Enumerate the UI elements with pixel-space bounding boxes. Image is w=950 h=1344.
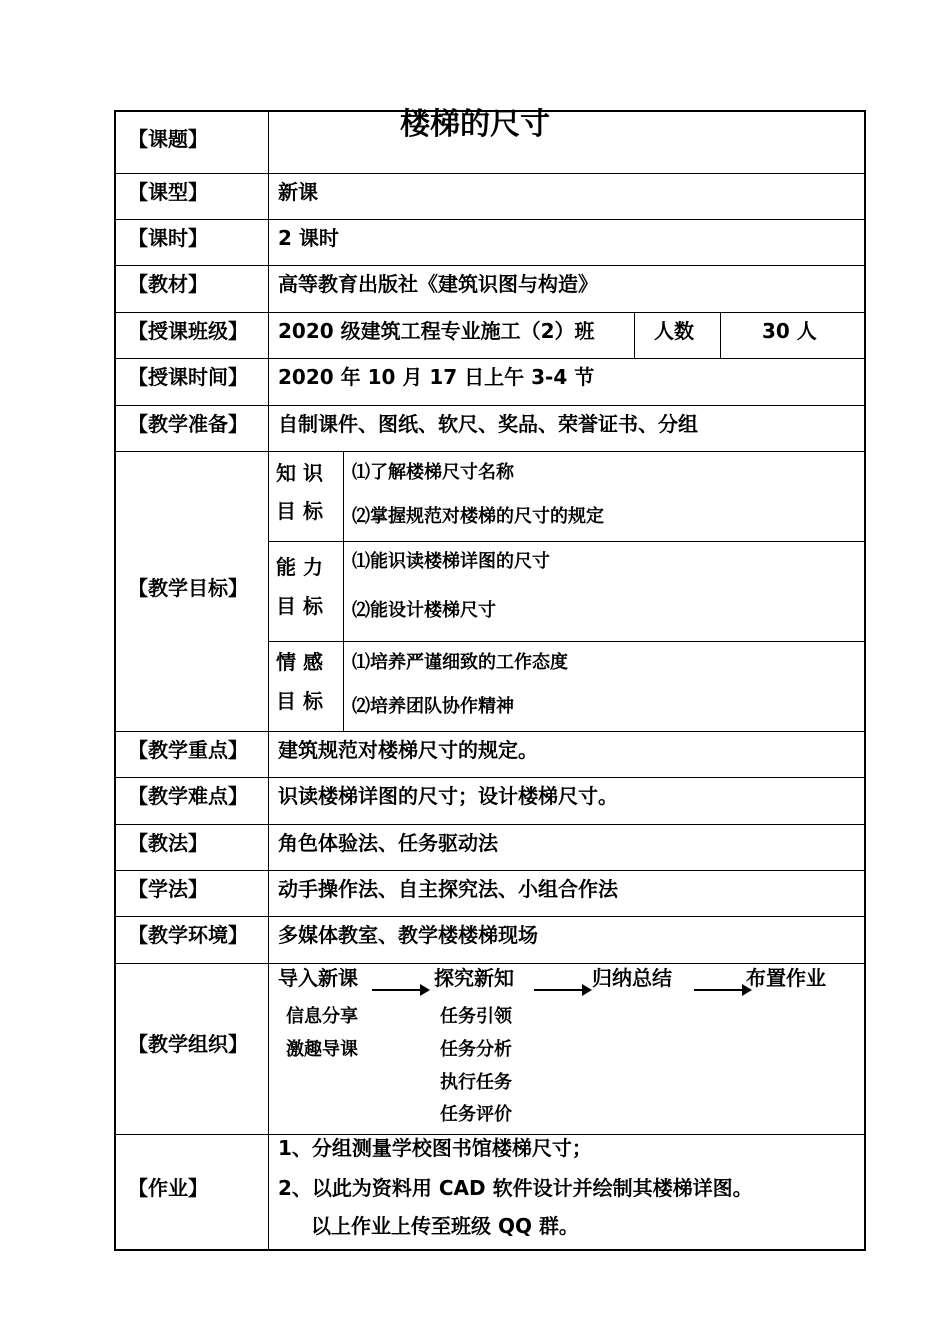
row-divider bbox=[116, 173, 866, 174]
label-class: 【授课班级】 bbox=[128, 319, 248, 343]
label-difficulty: 【教学难点】 bbox=[128, 784, 248, 808]
label-topic: 【课题】 bbox=[128, 127, 208, 151]
value-hours: 2 课时 bbox=[278, 226, 339, 250]
column-divider bbox=[268, 112, 269, 1251]
org-sub-item: 信息分享 bbox=[286, 1006, 358, 1027]
goal-emotion-label: 目 标 bbox=[276, 689, 323, 713]
label-org: 【教学组织】 bbox=[128, 1032, 248, 1056]
value-learning: 动手操作法、自主探究法、小组合作法 bbox=[278, 877, 618, 901]
count-divider bbox=[634, 312, 635, 358]
label-method: 【教法】 bbox=[128, 831, 208, 855]
goals-inner-divider bbox=[343, 451, 344, 731]
arrow-right-icon bbox=[372, 989, 428, 991]
goal-ability-label: 能 力 bbox=[276, 555, 323, 579]
value-count: 30 人 bbox=[762, 319, 817, 343]
value-env: 多媒体教室、教学楼楼梯现场 bbox=[278, 923, 538, 947]
goals-sub-divider bbox=[268, 541, 866, 542]
row-divider bbox=[116, 777, 866, 778]
value-prep: 自制课件、图纸、软尺、奖品、荣誉证书、分组 bbox=[278, 412, 698, 436]
goal-knowledge-item: ⑴了解楼梯尺寸名称 bbox=[352, 462, 514, 483]
label-count: 人数 bbox=[654, 319, 694, 343]
goal-knowledge-item: ⑵掌握规范对楼梯的尺寸的规定 bbox=[352, 506, 604, 527]
goals-sub-divider bbox=[268, 641, 866, 642]
value-type: 新课 bbox=[278, 180, 318, 204]
count-divider bbox=[720, 312, 721, 358]
label-key: 【教学重点】 bbox=[128, 738, 248, 762]
label-env: 【教学环境】 bbox=[128, 923, 248, 947]
row-divider bbox=[116, 1134, 866, 1135]
row-divider bbox=[116, 312, 866, 313]
row-divider bbox=[116, 265, 866, 266]
goal-ability-item: ⑵能设计楼梯尺寸 bbox=[352, 600, 496, 621]
goal-ability-item: ⑴能识读楼梯详图的尺寸 bbox=[352, 551, 550, 572]
row-divider bbox=[116, 358, 866, 359]
goal-emotion-item: ⑴培养严谨细致的工作态度 bbox=[352, 652, 568, 673]
goal-ability-label: 目 标 bbox=[276, 594, 323, 618]
arrow-right-icon bbox=[534, 989, 590, 991]
value-time: 2020 年 10 月 17 日上午 3-4 节 bbox=[278, 365, 595, 389]
org-step: 布置作业 bbox=[746, 966, 826, 990]
row-divider bbox=[116, 219, 866, 220]
arrow-right-icon bbox=[694, 989, 750, 991]
goal-knowledge-label: 目 标 bbox=[276, 499, 323, 523]
value-class: 2020 级建筑工程专业施工（2）班 bbox=[278, 319, 595, 343]
label-learning: 【学法】 bbox=[128, 877, 208, 901]
row-divider bbox=[116, 731, 866, 732]
row-divider bbox=[116, 824, 866, 825]
value-method: 角色体验法、任务驱动法 bbox=[278, 831, 498, 855]
value-key: 建筑规范对楼梯尺寸的规定。 bbox=[278, 738, 538, 762]
org-sub-item: 任务引领 bbox=[440, 1006, 512, 1027]
label-homework: 【作业】 bbox=[128, 1176, 208, 1200]
org-sub-item: 任务分析 bbox=[440, 1039, 512, 1060]
org-step: 探究新知 bbox=[434, 966, 514, 990]
org-step: 归纳总结 bbox=[592, 966, 672, 990]
row-divider bbox=[116, 916, 866, 917]
value-textbook: 高等教育出版社《建筑识图与构造》 bbox=[278, 272, 598, 296]
label-textbook: 【教材】 bbox=[128, 272, 208, 296]
org-sub-item: 执行任务 bbox=[440, 1072, 512, 1093]
goal-emotion-label: 情 感 bbox=[276, 650, 323, 674]
label-hours: 【课时】 bbox=[128, 226, 208, 250]
homework-line: 1、分组测量学校图书馆楼梯尺寸； bbox=[278, 1136, 592, 1160]
label-time: 【授课时间】 bbox=[128, 365, 248, 389]
label-prep: 【教学准备】 bbox=[128, 412, 248, 436]
row-divider bbox=[116, 405, 866, 406]
goal-knowledge-label: 知 识 bbox=[276, 461, 323, 485]
lesson-plan-table bbox=[114, 107, 866, 1251]
label-goals: 【教学目标】 bbox=[128, 576, 248, 600]
row-divider bbox=[116, 451, 866, 452]
value-difficulty: 识读楼梯详图的尺寸；设计楼梯尺寸。 bbox=[278, 784, 618, 808]
row-divider bbox=[116, 963, 866, 964]
row-divider bbox=[116, 870, 866, 871]
org-step: 导入新课 bbox=[278, 966, 358, 990]
goal-emotion-item: ⑵培养团队协作精神 bbox=[352, 696, 514, 717]
org-sub-item: 任务评价 bbox=[440, 1104, 512, 1125]
org-sub-item: 激趣导课 bbox=[286, 1039, 358, 1060]
label-type: 【课型】 bbox=[128, 180, 208, 204]
page-title: 楼梯的尺寸 bbox=[400, 107, 550, 142]
homework-line: 2、以此为资料用 CAD 软件设计并绘制其楼梯详图。 bbox=[278, 1176, 753, 1200]
homework-line: 以上作业上传至班级 QQ 群。 bbox=[311, 1214, 579, 1238]
